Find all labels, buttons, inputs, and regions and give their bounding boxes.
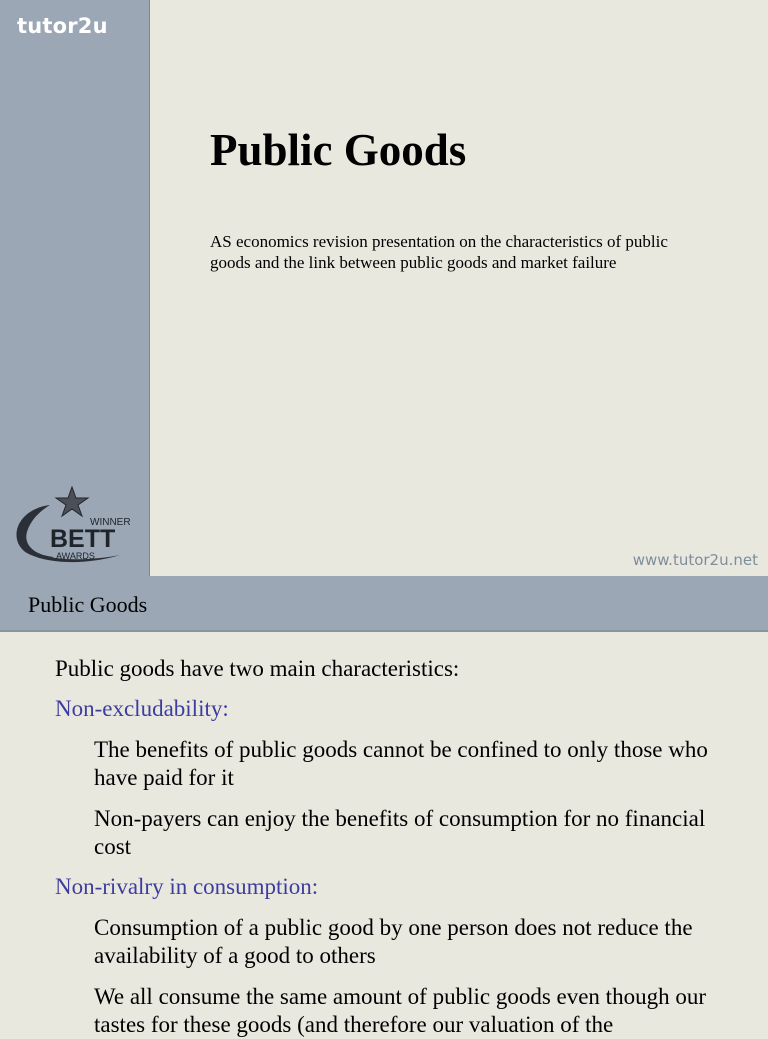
- point-text: The benefits of public goods cannot be confined to only those who have paid for it: [94, 737, 708, 790]
- section-heading-non-excludability: Non-excludability:: [55, 696, 229, 721]
- slide-title: Public Goods: [210, 125, 467, 175]
- slide-header-title: Public Goods: [28, 592, 148, 617]
- sidebar: [0, 0, 150, 576]
- point-text: Non-payers can enjoy the benefits of consumption for no financial cost: [94, 806, 706, 859]
- badge-winner-text: WINNER: [90, 517, 131, 528]
- intro-text: Public goods have two main characteristics:: [55, 656, 460, 681]
- point-text: Consumption of a public good by one person does not reduce the availability of a good to others: [94, 915, 693, 968]
- point-text: We all consume the same amount of public goods even though our tastes for these goods (and therefore our valuation of the: [94, 984, 706, 1037]
- tutor2u-logo: tutor2u: [17, 14, 108, 38]
- badge-awards-text: AWARDS: [56, 551, 95, 561]
- section-heading-non-rivalry: Non-rivalry in consumption:: [55, 874, 319, 899]
- star-icon: [56, 487, 88, 516]
- swoosh-icon: [16, 505, 54, 558]
- website-url: www.tutor2u.net: [632, 551, 758, 569]
- slide-header-bar: [0, 576, 768, 632]
- content-slide: [0, 576, 768, 1037]
- slide-subtitle: AS economics revision presentation on the characteristics of public goods and the link between public goods and market failure: [210, 232, 668, 272]
- bett-awards-badge: [10, 485, 135, 570]
- badge-bett-text: BETT: [50, 525, 116, 553]
